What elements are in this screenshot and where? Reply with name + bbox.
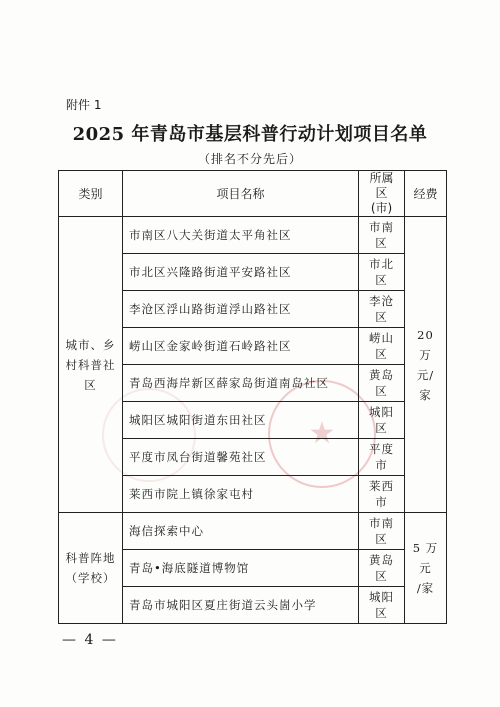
project-name-cell: 莱西市院上镇徐家屯村 — [123, 476, 359, 513]
attachment-label: 附件 1 — [66, 98, 102, 112]
fee-line: 元/家 — [416, 367, 435, 402]
category-cell-community — [59, 217, 123, 513]
project-name-cell: 李沧区浮山路街道浮山路社区 — [123, 291, 359, 328]
document-subtitle: （排名不分先后） — [197, 152, 302, 166]
table-header-row — [59, 171, 447, 217]
header-region-line2: 区(市) — [370, 186, 393, 215]
page-number-dash-right: — — [101, 632, 116, 648]
region-cell: 城阳区 — [359, 587, 405, 624]
header-project-name: 项目名称 — [123, 171, 359, 217]
header-region-line1: 所属 — [369, 171, 394, 185]
category-cell-science-base — [59, 513, 123, 624]
project-name-cell: 城阳区城阳街道东田社区 — [123, 402, 359, 439]
category-line: 村科普社 — [65, 357, 116, 372]
region-cell: 崂山区 — [359, 328, 405, 365]
project-name-cell: 市北区兴隆路街道平安路社区 — [123, 254, 359, 291]
project-name-cell: 崂山区金家岭街道石岭路社区 — [123, 328, 359, 365]
category-line: 城市、乡 — [65, 337, 116, 352]
header-fee: 经费 — [405, 171, 447, 217]
project-name-cell: 市南区八大关街道太平角社区 — [123, 217, 359, 254]
document-title: 2025 年青岛市基层科普行动计划项目名单 — [72, 124, 428, 145]
region-cell: 市南区 — [359, 513, 405, 550]
header-category: 类别 — [59, 171, 123, 217]
fee-line: /家 — [416, 581, 435, 595]
category-line: （学校） — [65, 571, 116, 585]
table-row — [59, 217, 447, 254]
project-name-cell: 平度市凤台街道馨苑社区 — [123, 439, 359, 476]
fee-cell-community — [405, 217, 447, 513]
table-row — [59, 513, 447, 550]
region-cell: 平度市 — [359, 439, 405, 476]
region-cell: 李沧区 — [359, 291, 405, 328]
region-cell: 市北区 — [359, 254, 405, 291]
header-region — [359, 171, 405, 217]
seal-star-icon: ★ — [308, 416, 336, 451]
project-list-table — [58, 170, 447, 624]
page-number-dash-left: — — [62, 632, 76, 648]
project-name-cell: 海信探索中心 — [123, 513, 359, 550]
fee-cell-science-base — [405, 513, 447, 624]
category-line: 科普阵地 — [65, 551, 116, 565]
region-cell: 市南区 — [359, 217, 405, 254]
region-cell: 黄岛区 — [359, 550, 405, 587]
fee-line: 20 万 — [417, 327, 434, 362]
fee-line: 5 万元 — [412, 541, 439, 575]
project-name-cell: 青岛•海底隧道博物馆 — [123, 550, 359, 587]
page-number-value: 4 — [84, 632, 94, 648]
region-cell: 黄岛区 — [359, 365, 405, 402]
page-number — [62, 632, 116, 648]
category-line: 区 — [84, 377, 97, 392]
region-cell: 城阳区 — [359, 402, 405, 439]
project-name-cell: 青岛市城阳区夏庄街道云头崮小学 — [123, 587, 359, 624]
project-name-cell: 青岛西海岸新区薛家岛街道南岛社区 — [123, 365, 359, 402]
region-cell: 莱西市 — [359, 476, 405, 513]
